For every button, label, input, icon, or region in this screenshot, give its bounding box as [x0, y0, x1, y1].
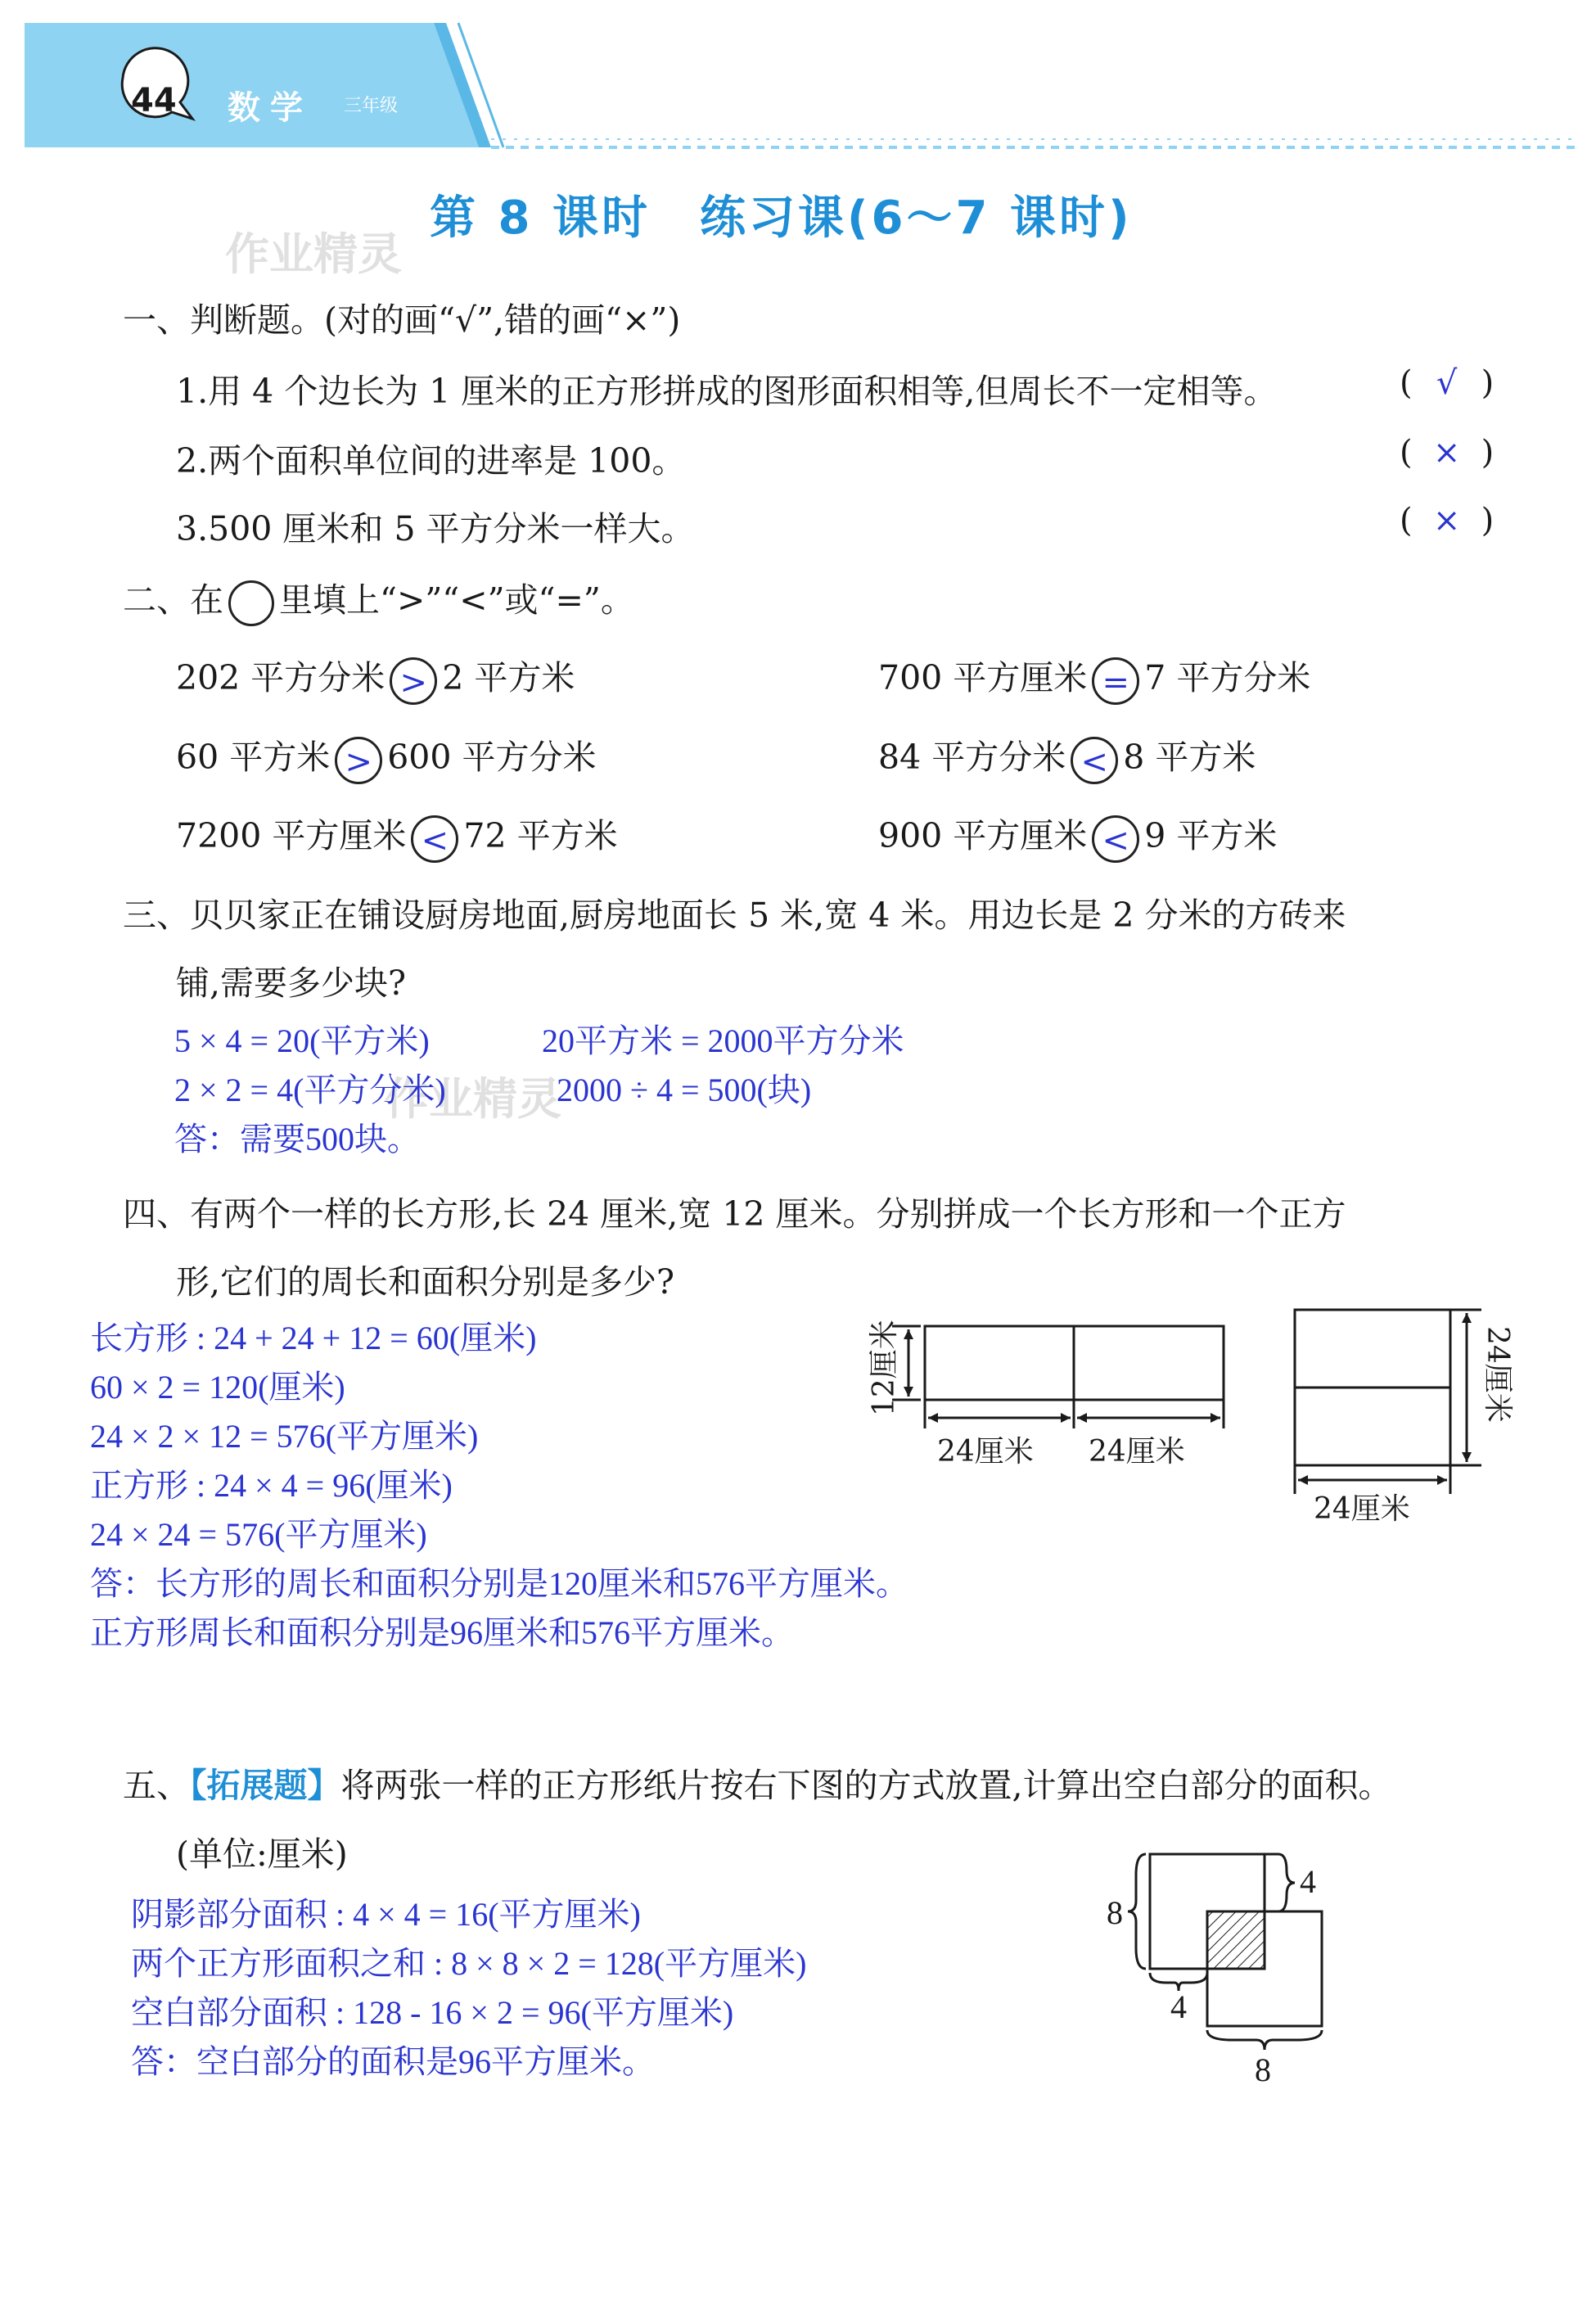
compare-sign-4: < [1071, 737, 1118, 784]
page-title: 第 8 课时 练习课(6～7 课时) [430, 192, 1133, 245]
compare-row-2: 700 平方厘米 = 7 平方分米 [878, 651, 1310, 705]
section4-figures [859, 1293, 1531, 1523]
compare-sign-6: < [1092, 815, 1139, 863]
answer-paren-1: ( √ ) [1400, 364, 1495, 402]
answer-paren-3: ( × ) [1400, 502, 1495, 539]
section3-answer-3: 2 × 2 = 4(平方分米) [174, 1072, 446, 1108]
section4-answer-5: 24 × 24 = 576(平方厘米) [90, 1516, 427, 1553]
compare-row-1: 202 平方分米 > 2 平方米 [176, 651, 575, 705]
section4-answer-4: 正方形 : 24 × 4 = 96(厘米) [90, 1467, 453, 1504]
grade-label: 三年级 [344, 96, 399, 116]
blank-circle-icon [228, 580, 274, 626]
section4-answer-1: 长方形 : 24 + 24 + 12 = 60(厘米) [90, 1320, 537, 1356]
section1-heading: 一、判断题。(对的画“√”,错的画“×”) [123, 300, 681, 340]
subject-label: 数学 [228, 89, 313, 127]
section5-answer-3: 空白部分面积 : 128 - 16 × 2 = 96(平方厘米) [131, 1994, 734, 2031]
watermark-middle: 作业精灵 [385, 1073, 561, 1125]
section4-answer-6: 答：长方形的周长和面积分别是120厘米和576平方厘米。 [90, 1565, 908, 1602]
compare-row-5: 7200 平方厘米 < 72 平方米 [176, 809, 618, 863]
label-mid-4: 4 [1170, 1988, 1187, 2025]
square-side-label: 24厘米 [1481, 1326, 1514, 1423]
section5-answer-1: 阴影部分面积 : 4 × 4 = 16(平方厘米) [131, 1896, 641, 1933]
section3-answer-1: 5 × 4 = 20(平方米) [174, 1022, 430, 1059]
watermark-top: 作业精灵 [225, 228, 402, 280]
rect-height-label: 12厘米 [868, 1320, 901, 1416]
section1-item-1: 1.用 4 个边长为 1 厘米的正方形拼成的图形面积相等,但周长不一定相等。 [176, 372, 1278, 411]
label-left-8: 8 [1107, 1894, 1123, 1931]
section5-answer-2: 两个正方形面积之和 : 8 × 8 × 2 = 128(平方厘米) [131, 1945, 807, 1982]
square-figure [1295, 1310, 1481, 1494]
section5-unit: (单位:厘米) [176, 1834, 348, 1874]
section4-answer-7: 正方形周长和面积分别是96厘米和576平方厘米。 [90, 1614, 794, 1651]
section4-line2: 形,它们的周长和面积分别是多少? [176, 1262, 675, 1302]
section4-answer-2: 60 × 2 = 120(厘米) [90, 1369, 345, 1406]
section3-line2: 铺,需要多少块? [176, 963, 407, 1003]
section4-answer-3: 24 × 2 × 12 = 576(平方厘米) [90, 1418, 479, 1455]
rectangle-figure [892, 1326, 1224, 1428]
section4-line1: 四、有两个一样的长方形,长 24 厘米,宽 12 厘米。分别拼成一个长方形和一个正方 [123, 1194, 1346, 1234]
compare-sign-3: > [335, 737, 382, 784]
section3-answer-5: 答：需要500块。 [174, 1121, 420, 1158]
section5-answer-4: 答：空白部分的面积是96平方厘米。 [131, 2043, 655, 2080]
overlap-squares-figure [1097, 1842, 1350, 2087]
square-bottom-label: 24厘米 [1314, 1492, 1410, 1523]
compare-sign-1: > [390, 657, 437, 705]
label-bottom-8: 8 [1255, 2051, 1271, 2087]
section1-item-3: 3.500 厘米和 5 平方分米一样大。 [176, 509, 695, 548]
label-top-4: 4 [1300, 1863, 1316, 1900]
section3-line1: 三、贝贝家正在铺设厨房地面,厨房地面长 5 米,宽 4 米。用边长是 2 分米的方砖来 [123, 896, 1346, 935]
answer-mark-2: × [1432, 434, 1461, 472]
compare-row-4: 84 平方分米 < 8 平方米 [878, 730, 1256, 784]
section1-item-2: 2.两个面积单位间的进率是 100。 [176, 441, 686, 481]
rect-length-label-1: 24厘米 [937, 1435, 1034, 1469]
shaded-overlap [1207, 1911, 1265, 1969]
compare-row-3: 60 平方米 > 600 平方分米 [176, 730, 597, 784]
page-number: 44 [131, 82, 177, 120]
extension-tag: 【拓展题】 [190, 1766, 341, 1805]
answer-mark-3: × [1432, 502, 1461, 539]
section5-line1: 五、【拓展题】将两张一样的正方形纸片按右下图的方式放置,计算出空白部分的面积。 [123, 1766, 1392, 1805]
rect-length-label-2: 24厘米 [1089, 1435, 1185, 1469]
compare-sign-2: = [1092, 657, 1139, 705]
section3-answer-2: 20平方米 = 2000平方分米 [542, 1022, 904, 1059]
section2-heading: 二、在 里填上“>”“<”或“=”。 [123, 573, 634, 626]
section3-answer-4: 2000 ÷ 4 = 500(块) [557, 1072, 812, 1108]
compare-sign-5: < [411, 815, 458, 863]
compare-row-6: 900 平方厘米 < 9 平方米 [878, 809, 1277, 863]
answer-paren-2: ( × ) [1400, 434, 1495, 472]
answer-mark-1: √ [1436, 364, 1458, 402]
